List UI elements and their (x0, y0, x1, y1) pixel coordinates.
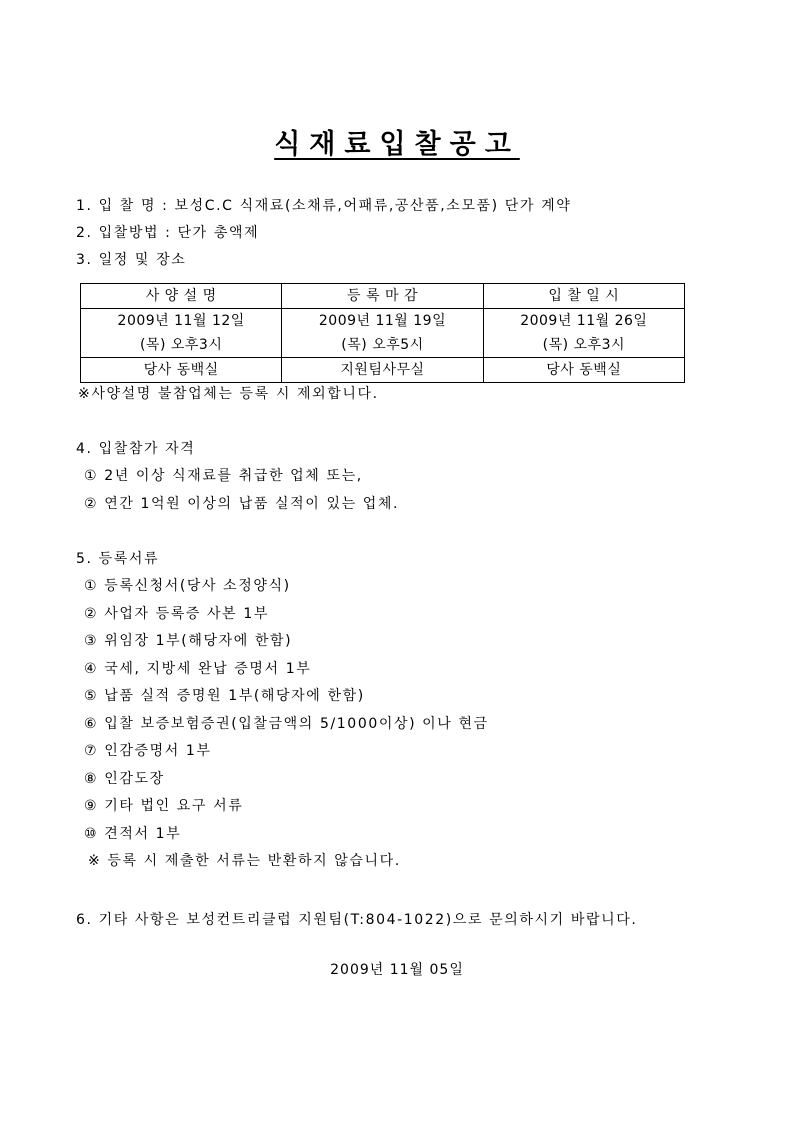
list-item: ④ 국세, 지방세 완납 증명서 1부 (84, 661, 312, 677)
time-text: (목) 오후5시 (341, 337, 424, 353)
table-cell: 당사 동백실 (81, 358, 282, 383)
list-item: ⑩ 견적서 1부 (84, 826, 182, 842)
time-text: (목) 오후3시 (139, 337, 223, 353)
list-item: ⑥ 입찰 보증보험증권(입찰금액의 5/1000이상) 이나 현금 (84, 716, 489, 732)
time-text: (목) 오후3시 (542, 337, 626, 353)
schedule-table (80, 283, 685, 383)
table-header-row (81, 284, 685, 309)
table-cell (282, 309, 483, 358)
table-cell: 지원팀사무실 (282, 358, 483, 383)
list-item: ② 사업자 등록증 사본 1부 (84, 606, 269, 622)
list-item: ⑦ 인감증명서 1부 (84, 743, 212, 759)
documents-note: ※ 등록 시 제출한 서류는 반환하지 않습니다. (88, 853, 401, 869)
date-text: 2009년 11월 26일 (520, 313, 648, 329)
table-header-cell: 입 찰 일 시 (483, 284, 684, 309)
table-cell (483, 309, 684, 358)
list-item: ② 연간 1억원 이상의 납품 실적이 있는 업체. (84, 496, 400, 512)
list-item: ⑨ 기타 법인 요구 서류 (84, 798, 244, 814)
table-cell (81, 309, 282, 358)
documents-heading: 5. 등록서류 (76, 551, 160, 567)
list-item: ⑤ 납품 실적 증명원 1부(해당자에 한함) (84, 688, 365, 704)
date-text: 2009년 11월 12일 (117, 313, 245, 329)
notice-date: 2009년 11월 05일 (330, 962, 464, 978)
date-text: 2009년 11월 19일 (318, 313, 447, 329)
document-title: 식재료입찰공고 (274, 129, 520, 160)
list-item: ③ 위임장 1부(해당자에 한함) (84, 633, 293, 649)
item-bid-name: 1. 입 찰 명 : 보성C.C 식재료(소채류,어패류,공산품,소모품) 단가 계약 (76, 198, 572, 214)
table-header-cell: 사 양 설 명 (81, 284, 282, 309)
table-cell: 당사 동백실 (483, 358, 684, 383)
other-info: 6. 기타 사항은 보성컨트리클럽 지원팀(T:804-1022)으로 문의하시기 바랍니다. (76, 912, 638, 928)
list-item: ① 등록신청서(당사 소정양식) (84, 578, 291, 594)
item-schedule-heading: 3. 일정 및 장소 (76, 252, 187, 268)
item-bid-method: 2. 입찰방법 : 단가 총액제 (76, 225, 260, 241)
qualification-heading: 4. 입찰참가 자격 (76, 441, 196, 457)
schedule-note: ※사양설명 불참업체는 등록 시 제외합니다. (78, 386, 379, 402)
table-row (81, 358, 685, 383)
list-item: ⑧ 인감도장 (84, 771, 165, 787)
table-header-cell: 등 록 마 감 (282, 284, 483, 309)
list-item: ① 2년 이상 식재료를 취급한 업체 또는, (84, 468, 363, 484)
table-row (81, 309, 685, 358)
